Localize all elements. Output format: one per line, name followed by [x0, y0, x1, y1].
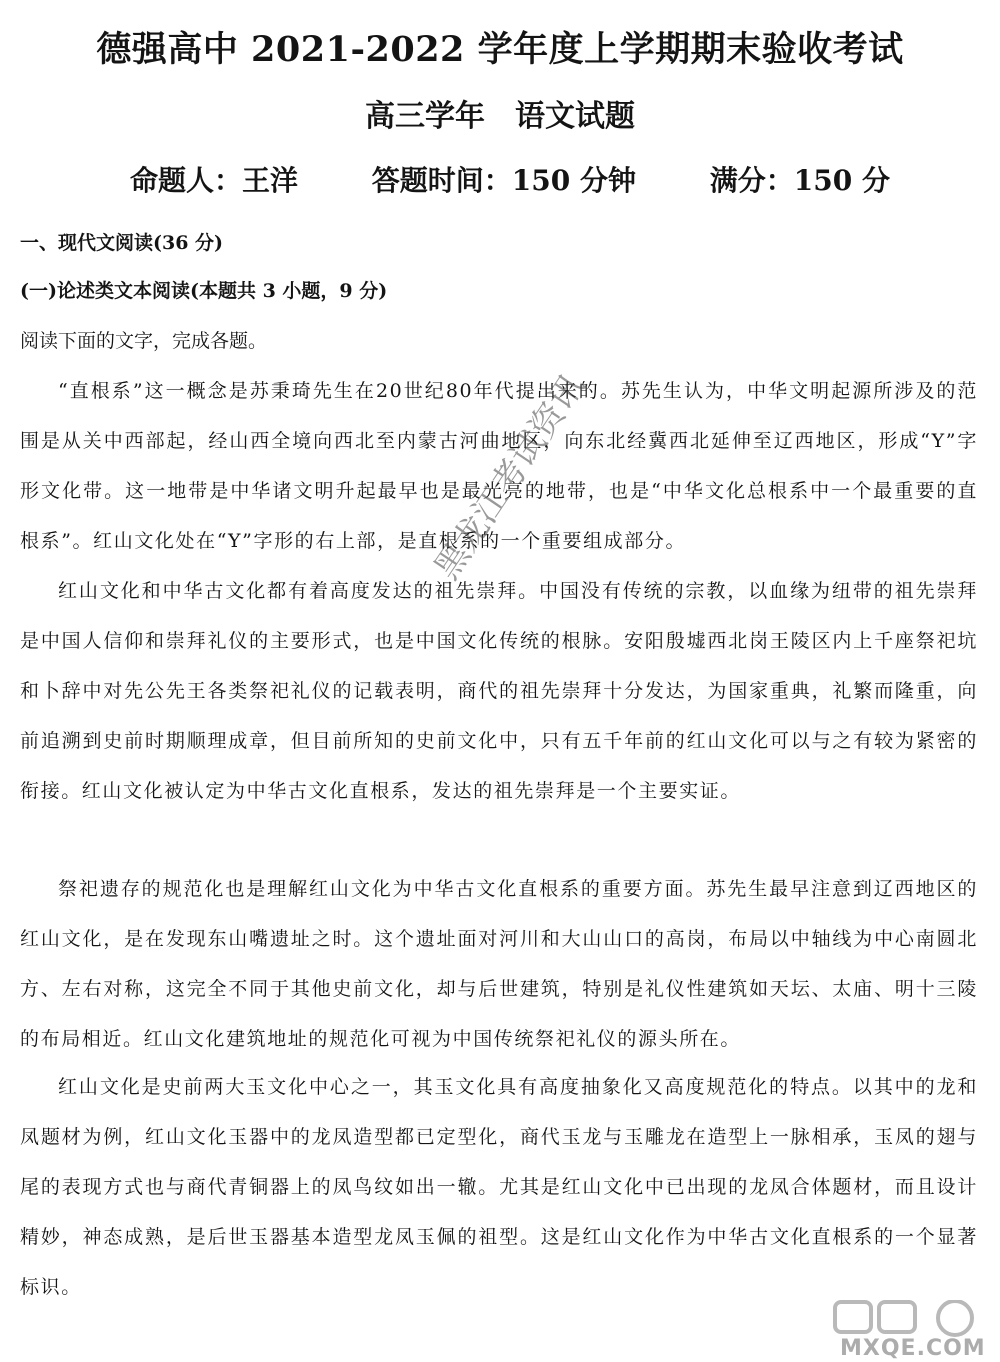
site-logo-text: MXQE.COM: [840, 1336, 986, 1361]
exam-author: 命题人：王洋: [130, 164, 299, 197]
section-heading: 一、现代文阅读(36 分): [20, 232, 224, 254]
paragraph-2: 红山文化和中华古文化都有着高度发达的祖先崇拜。中国没有传统的宗教，以血缘为纽带的祖先崇拜是中国人信仰和崇拜礼仪的主要形式，也是中国文化传统的根脉。安阳殷墟西北岗王陵区内上千座祭祀坑和卜辞中对先公先王各类祭祀礼仪的记载表明，商代的祖先崇拜十分发达，为国家重典，礼繁而隆重，向前追溯到史前时期顺理成章，但目前所知的史前文化中，只有五千年前的红山文化可以与之有较为紧密的衔接。红山文化被认定为中华古文化直根系，发达的祖先崇拜是一个主要实证。: [20, 580, 978, 802]
watermark-text: 黑龙江考试资讯: [426, 367, 593, 587]
exam-meta: [130, 160, 890, 202]
section-instruction: 阅读下面的文字，完成各题。: [20, 330, 268, 352]
section-subheading: (一)论述类文本阅读(本题共 3 小题，9 分): [20, 280, 388, 302]
paragraph-3: 祭祀遗存的规范化也是理解红山文化为中华古文化直根系的重要方面。苏先生最早注意到辽西地区的红山文化，是在发现东山嘴遗址之时。这个遗址面对河川和大山山口的高岗，布局以中轴线为中心南圆北方、左右对称，这完全不同于其他史前文化，却与后世建筑，特别是礼仪性建筑如天坛、太庙、明十三陵的布局相近。红山文化建筑地址的规范化可视为中国传统祭祀礼仪的源头所在。: [20, 878, 978, 1050]
exam-title: 德强高中 2021-2022 学年度上学期期末验收考试: [96, 29, 904, 70]
exam-subtitle: 高三学年 语文试题: [365, 99, 635, 134]
exam-duration: 答题时间：150 分钟: [371, 164, 636, 197]
paragraph-4: 红山文化是史前两大玉文化中心之一，其玉文化具有高度抽象化又高度规范化的特点。以其中的龙和凤题材为例，红山文化玉器中的龙凤造型都已定型化，商代玉龙与玉雕龙在造型上一脉相承，玉凤的翅与尾的表现方式也与商代青铜器上的凤鸟纹如出一辙。尤其是红山文化中已出现的龙凤合体题材，而且设计精妙，神态成熟，是后世玉器基本造型龙凤玉佩的祖型。这是红山文化作为中华古文化直根系的一个显著标识。: [20, 1076, 978, 1298]
exam-score: 满分：150 分: [709, 164, 890, 197]
paragraph-1: “直根系”这一概念是苏秉琦先生在20世纪80年代提出来的。苏先生认为，中华文明起源所涉及的范围是从关中西部起，经山西全境向西北至内蒙古河曲地区，向东北经冀西北延伸至辽西地区，形成“Y”字形文化带。这一地带是中华诸文明升起最早也是最光亮的地带，也是“中华文化总根系中一个最重要的直根系”。红山文化处在“Y”字形的右上部，是直根系的一个重要组成部分。: [20, 380, 978, 552]
